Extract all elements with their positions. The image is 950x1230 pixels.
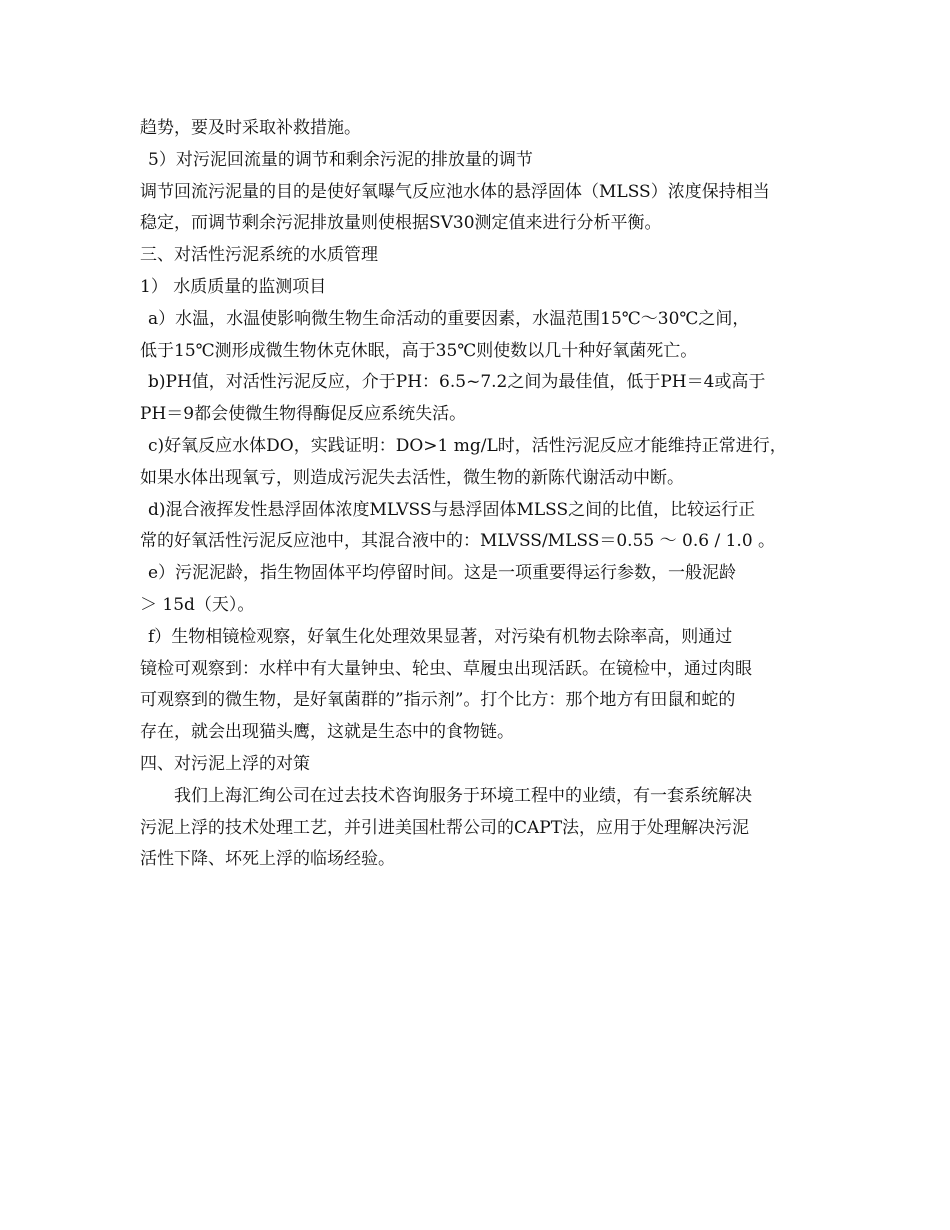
text-line: 污泥上浮的技术处理工艺，并引进美国杜帮公司的CAPT法，应用于处理解决污泥 bbox=[140, 817, 750, 838]
text-line: e）污泥泥龄，指生物固体平均停留时间。这是一项重要得运行参数，一般泥龄 bbox=[148, 563, 737, 584]
text-line: 趋势，要及时采取补救措施。 bbox=[140, 118, 361, 138]
text-line: 四、对污泥上浮的对策 bbox=[140, 753, 310, 774]
text-line: 三、对活性污泥系统的水质管理 bbox=[140, 245, 378, 266]
text-line: c)好氧反应水体DO，实践证明：DO>1 mg/L时，活性污泥反应才能维持正常进行， bbox=[148, 435, 787, 456]
text-line: 存在，就会出现猫头鹰，这就是生态中的食物链。 bbox=[140, 722, 514, 743]
document-body bbox=[140, 113, 830, 876]
text-line: d)混合液挥发性悬浮固体浓度MLVSS与悬浮固体MLSS之间的比值，比较运行正 bbox=[148, 499, 756, 520]
text-line: ＞ 15d（天）。 bbox=[140, 594, 255, 615]
text-line: 常的好氧活性污泥反应池中，其混合液中的：MLVSS/MLSS＝0.55 ～ 0.6 / 1.0 。 bbox=[140, 531, 776, 552]
text-line: 可观察到的微生物，是好氧菌群的”指示剂”。打个比方：那个地方有田鼠和蛇的 bbox=[140, 690, 736, 711]
text-line: 稳定，而调节剩余污泥排放量则使根据SV30测定值来进行分析平衡。 bbox=[140, 213, 662, 234]
text-line: 1） 水质质量的监测项目 bbox=[140, 276, 327, 297]
text-line: 我们上海汇绚公司在过去技术咨询服务于环境工程中的业绩，有一套系统解决 bbox=[174, 785, 752, 806]
text-line: PH＝9都会使微生物得酶促反应系统失活。 bbox=[140, 404, 467, 425]
text-line: f）生物相镜检观察，好氧生化处理效果显著，对污染有机物去除率高，则通过 bbox=[148, 626, 733, 647]
text-line: 活性下降、坏死上浮的临场经验。 bbox=[140, 849, 395, 870]
text-line: 5）对污泥回流量的调节和剩余污泥的排放量的调节 bbox=[148, 149, 533, 170]
text-line: b)PH值，对活性污泥反应，介于PH：6.5~7.2之间为最佳值，低于PH＝4或高于 bbox=[148, 372, 766, 393]
text-line: 镜检可观察到：水样中有大量钟虫、轮虫、草履虫出现活跃。在镜检中，通过肉眼 bbox=[140, 658, 752, 679]
text-line: a）水温，水温使影响微生物生命活动的重要因素，水温范围15℃～30℃之间， bbox=[148, 308, 750, 329]
text-line: 调节回流污泥量的目的是使好氧曝气反应池水体的悬浮固体（MLSS）浓度保持相当 bbox=[140, 181, 770, 202]
text-line: 低于15℃测形成微生物休克休眠，高于35℃则使数以几十种好氧菌死亡。 bbox=[140, 340, 698, 361]
text-line: 如果水体出现氧亏，则造成污泥失去活性，微生物的新陈代谢活动中断。 bbox=[140, 467, 684, 488]
